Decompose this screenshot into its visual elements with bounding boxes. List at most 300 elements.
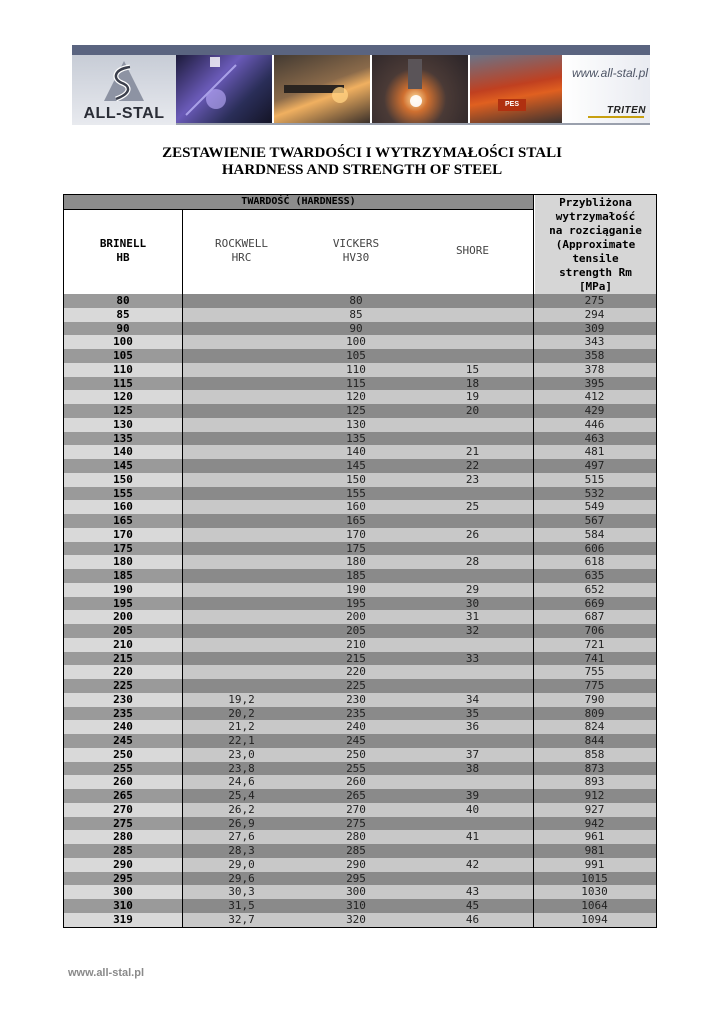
cell-brinell: 285 bbox=[64, 844, 182, 858]
table-row bbox=[64, 514, 656, 528]
cell-shore bbox=[412, 542, 533, 556]
table-body bbox=[64, 294, 656, 927]
banner-bottom-bar bbox=[176, 123, 650, 125]
cell-vickers: 240 bbox=[346, 720, 366, 734]
table-row bbox=[64, 762, 656, 776]
table-header bbox=[64, 195, 656, 294]
cell-rockwell: 26,2 bbox=[228, 802, 255, 816]
cell-brinell: 150 bbox=[64, 473, 182, 487]
cell-tensile: 515 bbox=[584, 472, 605, 486]
cell-tensile: 549 bbox=[584, 500, 605, 514]
cell-shore: 20 bbox=[465, 404, 480, 417]
table-row bbox=[64, 418, 656, 432]
cell-shore: 39 bbox=[465, 789, 480, 802]
cell-brinell: 215 bbox=[64, 652, 182, 666]
cell-shore: 38 bbox=[465, 761, 480, 775]
cell-vickers: 310 bbox=[346, 899, 366, 912]
col-header-tensile-line7: [MPa] bbox=[578, 280, 613, 293]
cell-brinell: 210 bbox=[64, 638, 182, 652]
cell-brinell: 295 bbox=[64, 872, 182, 886]
header-divider-tensile bbox=[533, 195, 534, 294]
cell-tensile: 873 bbox=[584, 761, 605, 775]
banner-photo-welding-art bbox=[176, 55, 272, 123]
cell-shore bbox=[412, 418, 533, 432]
cell-brinell: 175 bbox=[64, 542, 182, 556]
cell-vickers: 275 bbox=[346, 816, 366, 830]
cell-tensile: 893 bbox=[584, 775, 605, 789]
cell-shore bbox=[412, 817, 533, 831]
cell-vickers: 270 bbox=[346, 802, 366, 816]
cell-brinell: 130 bbox=[64, 418, 182, 432]
table-row bbox=[64, 432, 656, 446]
cell-vickers: 265 bbox=[346, 789, 366, 802]
cell-rockwell bbox=[183, 610, 300, 624]
cell-vickers: 135 bbox=[346, 431, 366, 445]
cell-shore: 30 bbox=[465, 596, 480, 610]
table-row bbox=[64, 665, 656, 679]
cell-rockwell: 28,3 bbox=[228, 844, 255, 857]
cell-shore bbox=[412, 665, 533, 679]
cell-brinell: 275 bbox=[64, 817, 182, 831]
cell-rockwell bbox=[183, 679, 300, 693]
table-row bbox=[64, 899, 656, 913]
cell-brinell: 155 bbox=[64, 487, 182, 501]
cell-rockwell: 31,5 bbox=[228, 899, 255, 912]
cell-rockwell bbox=[183, 473, 300, 487]
cell-brinell: 100 bbox=[64, 335, 182, 349]
cell-vickers: 230 bbox=[346, 692, 366, 706]
cell-shore: 21 bbox=[465, 445, 480, 459]
pes-badge: PES bbox=[498, 99, 526, 111]
table-row bbox=[64, 624, 656, 638]
cell-tensile: 912 bbox=[584, 789, 605, 802]
cell-rockwell: 26,9 bbox=[228, 816, 255, 830]
cell-rockwell bbox=[183, 514, 300, 528]
partner-logo-underline bbox=[588, 116, 644, 118]
cell-shore: 40 bbox=[465, 802, 480, 816]
col-header-shore: SHORE bbox=[455, 244, 490, 257]
cell-rockwell: 24,6 bbox=[228, 775, 255, 789]
cell-vickers: 140 bbox=[346, 445, 366, 459]
col-header-brinell-line2: HB bbox=[116, 251, 130, 264]
cell-vickers: 120 bbox=[346, 390, 366, 404]
cell-tensile: 991 bbox=[584, 857, 605, 871]
cell-vickers: 195 bbox=[346, 596, 366, 610]
col-header-rockwell-line2: HRC bbox=[231, 251, 252, 264]
cell-vickers: 80 bbox=[349, 294, 363, 307]
table-row bbox=[64, 789, 656, 803]
cell-tensile: 343 bbox=[584, 335, 605, 349]
cell-rockwell bbox=[183, 308, 300, 322]
col-header-tensile-line4: (Approximate bbox=[555, 238, 636, 251]
cell-rockwell bbox=[183, 459, 300, 473]
cell-rockwell bbox=[183, 390, 300, 404]
cell-shore: 41 bbox=[465, 830, 480, 844]
cell-brinell: 245 bbox=[64, 734, 182, 748]
table-row bbox=[64, 322, 656, 336]
cell-brinell: 185 bbox=[64, 569, 182, 583]
cell-brinell: 135 bbox=[64, 432, 182, 446]
cell-tensile: 358 bbox=[584, 349, 605, 362]
cell-shore: 43 bbox=[465, 885, 480, 899]
cell-tensile: 635 bbox=[584, 569, 605, 582]
cell-vickers: 205 bbox=[346, 624, 366, 637]
cell-tensile: 741 bbox=[584, 651, 605, 665]
cell-rockwell bbox=[183, 528, 300, 542]
col-header-tensile-line5: tensile bbox=[572, 252, 619, 265]
cell-brinell: 180 bbox=[64, 555, 182, 569]
cell-rockwell: 30,3 bbox=[228, 885, 255, 899]
table-row bbox=[64, 885, 656, 899]
cell-tensile: 942 bbox=[584, 816, 605, 830]
cell-brinell: 280 bbox=[64, 830, 182, 844]
cell-tensile: 1015 bbox=[581, 871, 608, 885]
cell-brinell: 165 bbox=[64, 514, 182, 528]
table-row bbox=[64, 583, 656, 597]
cell-rockwell: 25,4 bbox=[228, 789, 255, 802]
cell-shore bbox=[412, 432, 533, 446]
col-header-tensile-line2: wytrzymałość bbox=[555, 210, 636, 223]
cell-brinell: 105 bbox=[64, 349, 182, 363]
table-row bbox=[64, 610, 656, 624]
cell-brinell: 200 bbox=[64, 610, 182, 624]
cell-shore: 32 bbox=[465, 624, 480, 637]
cell-brinell: 140 bbox=[64, 445, 182, 459]
cell-shore bbox=[412, 308, 533, 322]
cell-vickers: 85 bbox=[349, 307, 363, 321]
cell-shore bbox=[412, 487, 533, 501]
cell-tensile: 775 bbox=[584, 679, 605, 692]
cell-rockwell bbox=[183, 377, 300, 391]
cell-tensile: 721 bbox=[584, 637, 605, 651]
cell-rockwell: 23,8 bbox=[228, 761, 255, 775]
cell-brinell: 270 bbox=[64, 803, 182, 817]
cell-brinell: 195 bbox=[64, 597, 182, 611]
cell-shore bbox=[412, 638, 533, 652]
table-row bbox=[64, 308, 656, 322]
cell-vickers: 130 bbox=[346, 417, 366, 431]
logo-text: ALL-STAL bbox=[83, 105, 165, 122]
cell-vickers: 175 bbox=[346, 541, 366, 555]
cell-rockwell bbox=[183, 349, 300, 363]
page-title-english: HARDNESS AND STRENGTH OF STEEL bbox=[221, 162, 503, 178]
table-row bbox=[64, 720, 656, 734]
cell-tensile: 429 bbox=[584, 404, 605, 417]
cell-shore bbox=[412, 734, 533, 748]
cell-brinell: 220 bbox=[64, 665, 182, 679]
table-row bbox=[64, 459, 656, 473]
cell-tensile: 309 bbox=[584, 321, 605, 335]
cell-shore: 46 bbox=[465, 912, 480, 926]
page-title-polish: ZESTAWIENIE TWARDOŚCI I WYTRZYMAŁOŚCI STALI bbox=[162, 145, 562, 161]
cell-tensile: 1030 bbox=[581, 885, 608, 899]
cell-vickers: 180 bbox=[346, 555, 366, 569]
cell-tensile: 584 bbox=[584, 527, 605, 541]
cell-shore bbox=[412, 294, 533, 308]
cell-shore bbox=[412, 775, 533, 789]
cell-vickers: 185 bbox=[346, 569, 366, 582]
cell-vickers: 100 bbox=[346, 335, 366, 349]
cell-vickers: 150 bbox=[346, 472, 366, 486]
col-header-vickers-line2: HV30 bbox=[342, 251, 370, 264]
cell-shore: 26 bbox=[465, 527, 480, 541]
cell-vickers: 110 bbox=[346, 362, 366, 376]
cell-rockwell: 27,6 bbox=[228, 830, 255, 844]
cell-shore: 35 bbox=[465, 706, 480, 720]
cell-brinell: 205 bbox=[64, 624, 182, 638]
cell-shore bbox=[412, 872, 533, 886]
banner-photo-cutting bbox=[372, 55, 468, 123]
table-row bbox=[64, 858, 656, 872]
table-row bbox=[64, 830, 656, 844]
cell-vickers: 105 bbox=[346, 349, 366, 362]
table-row bbox=[64, 638, 656, 652]
cell-rockwell bbox=[183, 294, 300, 308]
cell-vickers: 300 bbox=[346, 885, 366, 899]
table-row bbox=[64, 294, 656, 308]
cell-brinell: 319 bbox=[64, 913, 182, 927]
cell-rockwell bbox=[183, 555, 300, 569]
cell-brinell: 230 bbox=[64, 693, 182, 707]
hardness-table bbox=[63, 194, 657, 928]
cell-shore: 18 bbox=[465, 376, 480, 390]
table-row bbox=[64, 542, 656, 556]
cell-tensile: 809 bbox=[584, 706, 605, 720]
table-row bbox=[64, 693, 656, 707]
col-header-rockwell bbox=[183, 237, 300, 265]
hardness-group-header: TWARDOŚĆ (HARDNESS) bbox=[64, 195, 533, 210]
table-row bbox=[64, 734, 656, 748]
col-header-tensile-line1: Przybliżona bbox=[559, 196, 632, 209]
cell-tensile: 497 bbox=[584, 459, 605, 472]
table-row bbox=[64, 803, 656, 817]
cell-rockwell bbox=[183, 542, 300, 556]
cell-vickers: 250 bbox=[346, 747, 366, 761]
cell-shore bbox=[412, 679, 533, 693]
cell-brinell: 300 bbox=[64, 885, 182, 899]
cell-brinell: 170 bbox=[64, 528, 182, 542]
cell-rockwell bbox=[183, 432, 300, 446]
banner-photo-machining-art bbox=[274, 55, 370, 123]
cell-shore bbox=[412, 569, 533, 583]
cell-rockwell bbox=[183, 418, 300, 432]
cell-vickers: 170 bbox=[346, 527, 366, 541]
cell-tensile: 481 bbox=[584, 445, 605, 459]
cell-tensile: 606 bbox=[584, 541, 605, 555]
cell-brinell: 235 bbox=[64, 707, 182, 721]
col-header-tensile-line3: na rozciąganie bbox=[549, 224, 642, 237]
col-header-brinell bbox=[64, 237, 182, 265]
body-divider-tensile bbox=[533, 294, 534, 927]
cell-rockwell: 29,6 bbox=[228, 871, 255, 885]
cell-vickers: 290 bbox=[346, 857, 366, 871]
cell-rockwell bbox=[183, 624, 300, 638]
cell-tensile: 567 bbox=[584, 514, 605, 527]
table-row bbox=[64, 473, 656, 487]
cell-shore: 29 bbox=[465, 582, 480, 596]
cell-shore: 33 bbox=[465, 651, 480, 665]
company-logo[interactable] bbox=[72, 55, 176, 125]
cell-rockwell: 32,7 bbox=[228, 912, 255, 926]
cell-rockwell bbox=[183, 652, 300, 666]
cell-tensile: 294 bbox=[584, 307, 605, 321]
cell-rockwell bbox=[183, 487, 300, 501]
table-row bbox=[64, 404, 656, 418]
cell-rockwell bbox=[183, 583, 300, 597]
table-row bbox=[64, 652, 656, 666]
cell-tensile: 844 bbox=[584, 734, 605, 747]
col-header-vickers bbox=[300, 237, 412, 265]
cell-shore: 42 bbox=[465, 857, 480, 871]
cell-tensile: 981 bbox=[584, 844, 605, 857]
table-row bbox=[64, 555, 656, 569]
table-row bbox=[64, 335, 656, 349]
cell-rockwell: 22,1 bbox=[228, 734, 255, 747]
table-row bbox=[64, 707, 656, 721]
cell-tensile: 706 bbox=[584, 624, 605, 637]
cell-rockwell bbox=[183, 404, 300, 418]
table-row bbox=[64, 363, 656, 377]
cell-shore bbox=[412, 349, 533, 363]
cell-brinell: 145 bbox=[64, 459, 182, 473]
banner-photo-welding bbox=[176, 55, 272, 123]
cell-tensile: 1064 bbox=[581, 899, 608, 912]
cell-vickers: 235 bbox=[346, 706, 366, 720]
table-row bbox=[64, 349, 656, 363]
cell-brinell: 240 bbox=[64, 720, 182, 734]
cell-tensile: 858 bbox=[584, 747, 605, 761]
table-row bbox=[64, 377, 656, 391]
cell-brinell: 250 bbox=[64, 748, 182, 762]
table-row bbox=[64, 597, 656, 611]
cell-vickers: 295 bbox=[346, 871, 366, 885]
cell-tensile: 378 bbox=[584, 362, 605, 376]
cell-rockwell bbox=[183, 569, 300, 583]
cell-brinell: 260 bbox=[64, 775, 182, 789]
cell-shore: 19 bbox=[465, 390, 480, 404]
cell-rockwell bbox=[183, 322, 300, 336]
cell-shore: 45 bbox=[465, 899, 480, 912]
cell-brinell: 90 bbox=[64, 322, 182, 336]
cell-vickers: 210 bbox=[346, 637, 366, 651]
cell-shore bbox=[412, 335, 533, 349]
cell-tensile: 790 bbox=[584, 692, 605, 706]
table-row bbox=[64, 445, 656, 459]
cell-brinell: 80 bbox=[64, 294, 182, 308]
cell-tensile: 446 bbox=[584, 417, 605, 431]
cell-vickers: 155 bbox=[346, 486, 366, 500]
cell-tensile: 395 bbox=[584, 376, 605, 390]
cell-brinell: 290 bbox=[64, 858, 182, 872]
cell-vickers: 190 bbox=[346, 582, 366, 596]
table-row bbox=[64, 913, 656, 927]
all-stal-logo-icon bbox=[100, 59, 148, 105]
cell-shore: 36 bbox=[465, 720, 480, 734]
cell-brinell: 115 bbox=[64, 377, 182, 391]
banner-photo-machining bbox=[274, 55, 370, 123]
col-header-tensile bbox=[535, 195, 656, 294]
header-banner bbox=[72, 45, 650, 125]
cell-rockwell bbox=[183, 597, 300, 611]
cell-shore: 22 bbox=[465, 459, 480, 472]
cell-brinell: 110 bbox=[64, 363, 182, 377]
banner-photo-cutting-art bbox=[372, 55, 468, 123]
cell-vickers: 145 bbox=[346, 459, 366, 472]
cell-brinell: 120 bbox=[64, 390, 182, 404]
cell-rockwell bbox=[183, 445, 300, 459]
cell-rockwell bbox=[183, 500, 300, 514]
table-row bbox=[64, 500, 656, 514]
table-row bbox=[64, 748, 656, 762]
cell-brinell: 310 bbox=[64, 899, 182, 913]
cell-vickers: 225 bbox=[346, 679, 366, 692]
table-row bbox=[64, 528, 656, 542]
website-link[interactable]: www.all-stal.pl bbox=[571, 66, 648, 80]
cell-brinell: 225 bbox=[64, 679, 182, 693]
cell-tensile: 824 bbox=[584, 720, 605, 734]
table-row bbox=[64, 775, 656, 789]
col-header-vickers-line1: VICKERS bbox=[332, 237, 380, 250]
cell-shore bbox=[412, 844, 533, 858]
table-row bbox=[64, 487, 656, 501]
cell-brinell: 255 bbox=[64, 762, 182, 776]
cell-vickers: 255 bbox=[346, 761, 366, 775]
body-divider-brinell bbox=[182, 294, 183, 927]
cell-rockwell bbox=[183, 335, 300, 349]
cell-shore: 31 bbox=[465, 610, 480, 624]
table-row bbox=[64, 679, 656, 693]
cell-shore bbox=[412, 514, 533, 528]
cell-tensile: 687 bbox=[584, 610, 605, 624]
cell-rockwell: 23,0 bbox=[228, 747, 255, 761]
cell-shore: 37 bbox=[465, 747, 480, 761]
cell-rockwell bbox=[183, 638, 300, 652]
cell-vickers: 125 bbox=[346, 404, 366, 417]
cell-rockwell: 21,2 bbox=[228, 720, 255, 734]
cell-vickers: 115 bbox=[346, 376, 366, 390]
table-row bbox=[64, 844, 656, 858]
cell-shore: 15 bbox=[465, 362, 480, 376]
cell-vickers: 280 bbox=[346, 830, 366, 844]
cell-tensile: 1094 bbox=[581, 912, 608, 926]
cell-shore: 23 bbox=[465, 472, 480, 486]
footer-website[interactable]: www.all-stal.pl bbox=[68, 967, 144, 979]
cell-tensile: 961 bbox=[584, 830, 605, 844]
cell-vickers: 245 bbox=[346, 734, 366, 747]
cell-vickers: 165 bbox=[346, 514, 366, 527]
cell-shore: 34 bbox=[465, 692, 480, 706]
cell-brinell: 160 bbox=[64, 500, 182, 514]
cell-vickers: 320 bbox=[346, 912, 366, 926]
cell-brinell: 125 bbox=[64, 404, 182, 418]
cell-vickers: 215 bbox=[346, 651, 366, 665]
table-row bbox=[64, 817, 656, 831]
cell-vickers: 200 bbox=[346, 610, 366, 624]
cell-shore bbox=[412, 322, 533, 336]
cell-tensile: 755 bbox=[584, 665, 605, 679]
cell-tensile: 652 bbox=[584, 582, 605, 596]
partner-logo: TRITEN bbox=[606, 105, 646, 116]
cell-vickers: 160 bbox=[346, 500, 366, 514]
cell-tensile: 532 bbox=[584, 486, 605, 500]
cell-rockwell: 20,2 bbox=[228, 706, 255, 720]
cell-rockwell: 19,2 bbox=[228, 692, 255, 706]
cell-vickers: 90 bbox=[349, 321, 363, 335]
cell-vickers: 285 bbox=[346, 844, 366, 857]
table-row bbox=[64, 872, 656, 886]
cell-brinell: 190 bbox=[64, 583, 182, 597]
table-row bbox=[64, 569, 656, 583]
